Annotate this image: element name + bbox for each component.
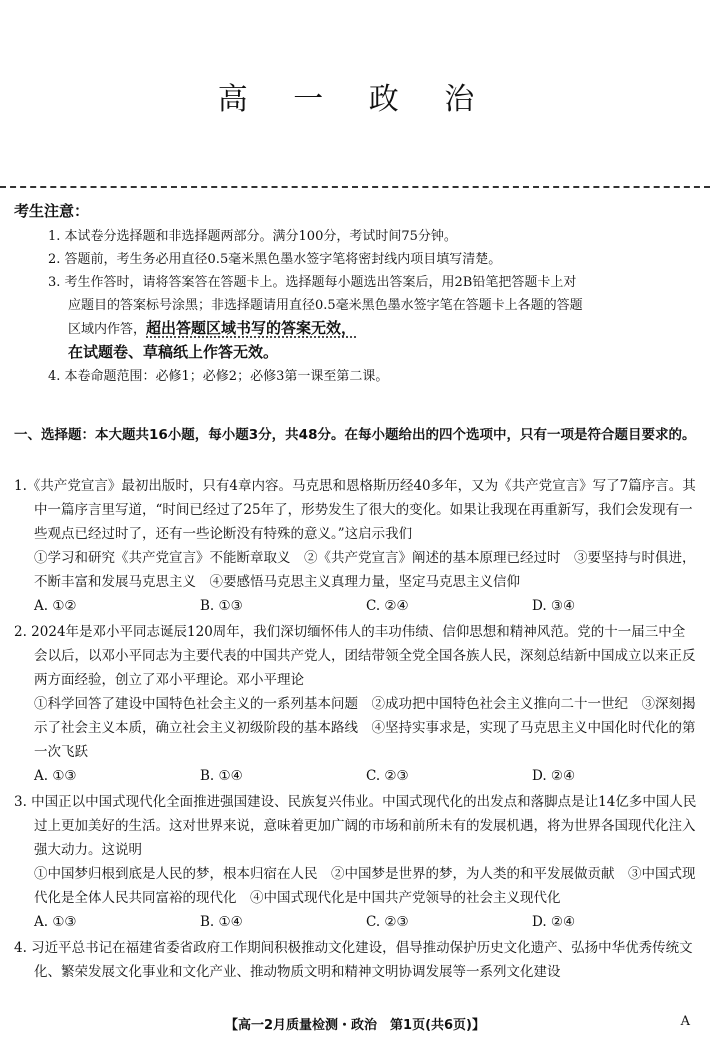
notice-item-3 [14, 271, 588, 365]
page-footer: 【高一2月质量检测・政治 第1页(共6页)】 [224, 1018, 486, 1033]
question-stem: 4. 习近平总书记在福建省委省政府工作期间积极推动文化建设，倡导推动保护历史文化遗产、弘扬中华优秀传统文化、繁荣发展文化事业和文化产业、推动物质文明和精神文明协调发展等一系列文化建设 [14, 940, 693, 980]
choice-a: A. ①③ [34, 914, 77, 930]
choice-b: B. ①③ [200, 598, 243, 614]
answer-choices [14, 594, 698, 618]
notice-item-3-emphasis: 超出答题区域书写的答案无效， [146, 319, 357, 337]
notice-item-4: 4. 本卷命题范围：必修1；必修2；必修3第一课至第二课。 [48, 369, 389, 384]
question-3 [14, 790, 698, 934]
choice-d: D. ③④ [532, 598, 576, 614]
question-statements: ①中国梦归根到底是人民的梦，根本归宿在人民 ②中国梦是世界的梦，为人类的和平发展做贡献 ③中国式现代化是全体人民共同富裕的现代化 ④中国式现代化是中国共产党领导的社会主义现代化 [34, 866, 696, 906]
choice-c: C. ②④ [366, 598, 409, 614]
notice-heading: 考生注意： [14, 202, 90, 220]
seal-line-divider [0, 186, 710, 188]
section-heading: 一、选择题：本大题共16小题，每小题3分，共48分。在每小题给出的四个选项中，只有一项是符合题目要求的。 [14, 427, 696, 443]
answer-choices [14, 764, 698, 788]
notice-item-1: 1. 本试卷分选择题和非选择题两部分。满分100分，考试时间75分钟。 [48, 229, 457, 244]
choice-b: B. ①④ [200, 914, 243, 930]
question-stem: 3. 中国正以中国式现代化全面推进强国建设、民族复兴伟业。中国式现代化的出发点和落脚点是让14亿多中国人民过上更加美好的生活。这对世界来说，意味着更加广阔的市场和前所未有的发展机遇，将为世界各国现代化注入强大动力。这说明 [14, 794, 697, 858]
question-statements: ①科学回答了建设中国特色社会主义的一系列基本问题 ②成功把中国特色社会主义推向二十一世纪 ③深刻揭示了社会主义本质，确立社会主义初级阶段的基本路线 ④坚持实事求是，实现了马克思主义中国化时代化的第一次飞跃 [34, 696, 696, 760]
notice-item-3-emphasis-2: 在试题卷、草稿纸上作答无效。 [68, 343, 279, 361]
question-4 [14, 936, 698, 984]
page-title: 高 一 政 治 [217, 82, 493, 117]
choice-b: B. ①④ [200, 768, 243, 784]
choice-a: A. ①③ [34, 768, 77, 784]
answer-choices [14, 910, 698, 934]
question-list [14, 474, 698, 986]
exam-notice [14, 200, 694, 388]
notice-item-2: 2. 答题前，考生务必用直径0.5毫米黑色墨水签字笔将密封线内项目填写清楚。 [48, 252, 502, 267]
paper-version-mark: A [680, 1014, 690, 1029]
choice-d: D. ②④ [532, 768, 576, 784]
question-stem: 1.《共产党宣言》最初出版时，只有4章内容。马克思和恩格斯历经40多年，又为《共产党宣言》写了7篇序言。其中一篇序言里写道，“时间已经过了25年了，形势发生了很大的变化。如果让我现在再重新写，我们会发现有一些观点已经过时了，还有一些论断没有特殊的意义。”这启示我们 [14, 478, 696, 542]
question-statements: ①学习和研究《共产党宣言》不能断章取义 ②《共产党宣言》阐述的基本原理已经过时 ③要坚持与时俱进，不断丰富和发展马克思主义 ④要感悟马克思主义真理力量，坚定马克思主义信仰 [34, 550, 696, 590]
choice-d: D. ②④ [532, 914, 576, 930]
question-stem: 2. 2024年是邓小平同志诞辰120周年，我们深切缅怀伟人的丰功伟绩、信仰思想和精神风范。党的十一届三中全会以后，以邓小平同志为主要代表的中国共产党人，团结带领全党全国各族人民，深刻总结新中国成立以来正反两方面经验，创立了邓小平理论。邓小平理论 [14, 624, 696, 688]
choice-a: A. ①② [34, 598, 77, 614]
choice-c: C. ②③ [366, 768, 409, 784]
notice-item-3-text: 3. 考生作答时，请将答案答在答题卡上。选择题每小题选出答案后，用2B铅笔把答题卡上对应题目的答案标号涂黑；非选择题请用直径0.5毫米黑色墨水签字笔在答题卡上各题的答题区域内作答， [48, 275, 583, 337]
question-2 [14, 620, 698, 788]
question-1 [14, 474, 698, 618]
choice-c: C. ②③ [366, 914, 409, 930]
